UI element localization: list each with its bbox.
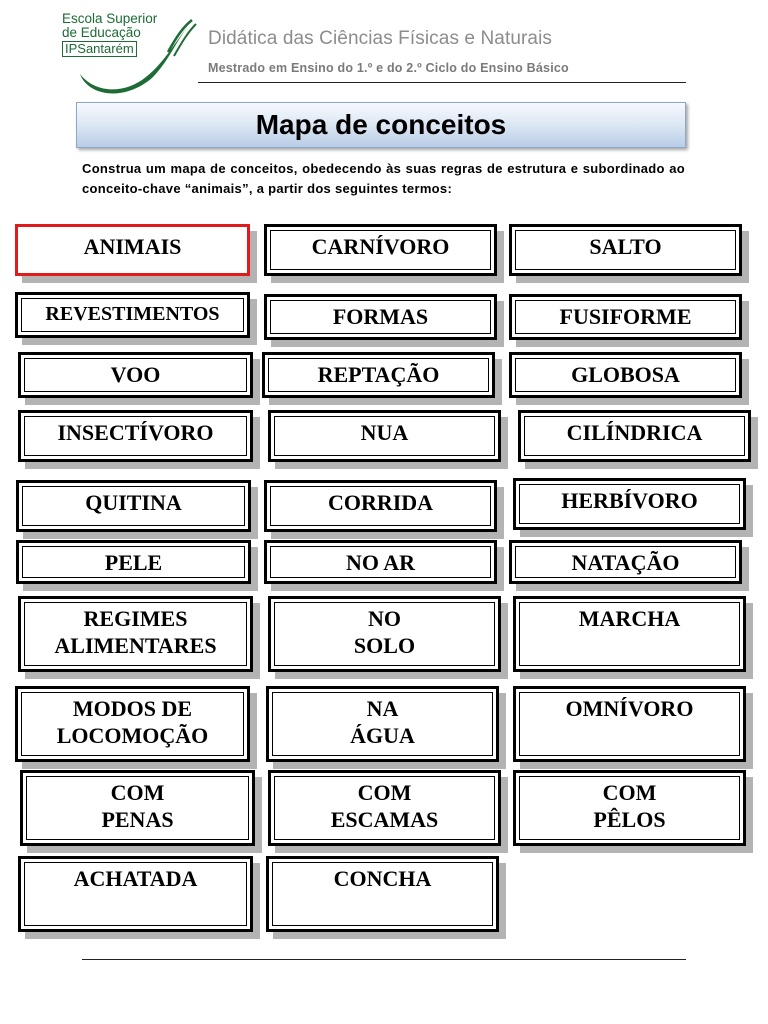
term-card-13: QUITINA — [16, 480, 251, 532]
logo-line-1: Escola Superior — [62, 11, 158, 26]
term-card-10: INSECTÍVORO — [18, 410, 253, 462]
term-card-4: REVESTIMENTOS — [15, 292, 250, 338]
logo-line-2: de Educação — [62, 25, 141, 40]
term-card-14: CORRIDA — [264, 480, 497, 532]
term-card-23: NA ÁGUA — [266, 686, 499, 762]
term-card-29: CONCHA — [266, 856, 499, 932]
term-card-11: NUA — [268, 410, 501, 462]
term-card-18: NATAÇÃO — [509, 540, 742, 584]
term-card-28: ACHATADA — [18, 856, 253, 932]
title-banner — [76, 102, 686, 148]
term-card-24: OMNÍVORO — [513, 686, 746, 762]
term-card-16: PELE — [16, 540, 251, 584]
term-card-5: FORMAS — [264, 294, 497, 340]
term-card-8: REPTAÇÃO — [262, 352, 495, 398]
course-title: Didática das Ciências Físicas e Naturais — [208, 28, 553, 49]
term-card-22: MODOS DE LOCOMOÇÃO — [15, 686, 250, 762]
term-card-12: CILÍNDRICA — [518, 410, 751, 462]
term-card-17: NO AR — [264, 540, 497, 584]
term-card-20: NO SOLO — [268, 596, 501, 672]
header-divider — [198, 82, 686, 83]
term-card-6: FUSIFORME — [509, 294, 742, 340]
term-card-21: MARCHA — [513, 596, 746, 672]
term-card-9: GLOBOSA — [509, 352, 742, 398]
footer-divider — [82, 959, 686, 960]
term-card-7: VOO — [18, 352, 253, 398]
course-subtitle: Mestrado em Ensino do 1.º e do 2.º Ciclo do Ensino Básico — [208, 61, 569, 75]
term-card-19: REGIMES ALIMENTARES — [18, 596, 253, 672]
term-card-26: COM ESCAMAS — [268, 770, 501, 846]
school-logo — [58, 12, 198, 98]
term-card-2: CARNÍVORO — [264, 224, 497, 276]
term-card-3: SALTO — [509, 224, 742, 276]
instructions-text: Construa um mapa de conceitos, obedecendo às suas regras de estrutura e subordinado ao conceito-chave “animais”, a partir dos seguintes termos: — [82, 161, 685, 196]
term-card-25: COM PENAS — [20, 770, 255, 846]
term-card-1: ANIMAIS — [15, 224, 250, 276]
term-card-27: COM PÊLOS — [513, 770, 746, 846]
logo-box-text: IPSantarém — [62, 41, 137, 57]
term-card-15: HERBÍVORO — [513, 478, 746, 530]
page-title: Mapa de conceitos — [255, 109, 507, 140]
